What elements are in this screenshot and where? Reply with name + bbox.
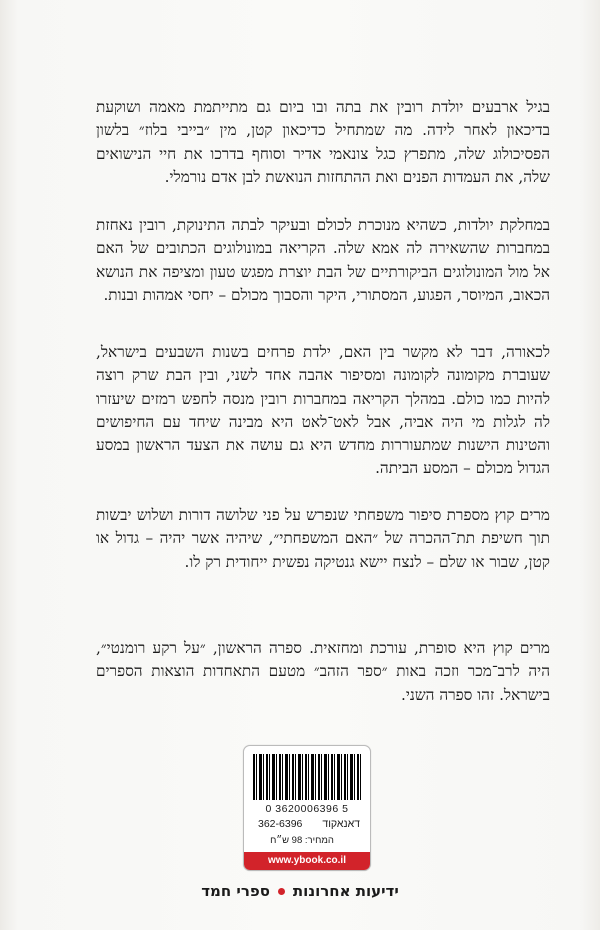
danacode-value: 362-6396 <box>258 818 303 830</box>
publisher-name-imprint: ספרי חמד <box>201 882 270 900</box>
publisher-url: www.ybook.co.il <box>244 852 370 870</box>
synopsis-text-1: בגיל ארבעים יולדת רובין את בתה ובו ביום גם מתייתמת מאמה ושוקעת בדיכאון לאחר לידה. מה שמתחיל כדיכאון קטן, מין ״בייבי בלוז״ בלשון הפסיכולוג שלה, מתפרץ כגל צונאמי אדיר וסוחף בדרכו את חיי הנישואים שלה, את העמדות הפנים ואת ההתחזות הנואשת לבן אדם נורמלי. <box>96 98 550 186</box>
red-dot-icon <box>278 888 285 895</box>
synopsis-paragraph-2 <box>96 214 550 307</box>
author-bio-text: מרים קוץ היא סופרת, עורכת ומחזאית. ספרה הראשון, ״על רקע רומנטי״, היה לרב־מכר וזכה באות ״ספר הזהב״ מטעם התאחדות הוצאות הספרים בישראל. זהו ספרה השני. <box>96 639 550 704</box>
synopsis-paragraph-4 <box>96 504 550 574</box>
barcode-sticker <box>243 745 371 871</box>
publisher-name-main: ידיעות אחרונות <box>292 882 399 900</box>
synopsis-paragraph-1 <box>96 96 550 189</box>
synopsis-text-3: לכאורה, דבר לא מקשר בין האם, ילדת פרחים בשנות השבעים בישראל, שעוברת מקומונה לקומונה ומסיפור אהבה אחד לשני, ובין הבת שרק רוצה להיות כמו כולם. במהלך הקריאה במחברות רובין מנסה לחפש רמזים שיעזרו לה לגלות מי היה אביה, אבל לאט־לאט היא מבינה שיחד עם החיפושים והטינות הישנות שמתעוררות מחדש היא גם עושה את הצעד הראשון במסע הגדול מכולם – המסע הביתה. <box>96 343 550 478</box>
synopsis-text-4: מרים קוץ מספרת סיפור משפחתי שנפרש על פני שלושה דורות ושלוש יבשות תוך חשיפת תת־ההכרה של ״האם המשפחתי״, שיהיה אשר יהיה – גדול או קטן, שבור או שלם – לנצח יישא גנטיקה נפשית ייחודית רק לו. <box>96 506 550 571</box>
synopsis-text-2: במחלקת יולדות, כשהיא מנוכרת לכולם ובעיקר לבתה התינוקת, רובין נאחזת במחברות שהשאירה לה אמא שלה. הקריאה במונולוגים הכתובים של האם אל מול המונולוגים הביקורתיים של הבת יוצרת מפגש טעון ומציפה את הנושא הכאוב, המיוסר, הפגוע, המסתורי, היקר והסבוך מכולם – יחסי אמהות ובנות. <box>96 216 550 304</box>
danacode-row <box>258 818 360 830</box>
barcode-icon <box>253 754 361 800</box>
danacode-label: דאנאקוד <box>322 818 360 830</box>
author-bio <box>96 637 550 707</box>
price-label: המחיר: 98 ש״ח <box>270 835 334 846</box>
publisher-imprint <box>0 882 600 900</box>
synopsis-paragraph-3 <box>96 341 550 481</box>
barcode-number: 0 3620006396 5 <box>265 803 349 815</box>
